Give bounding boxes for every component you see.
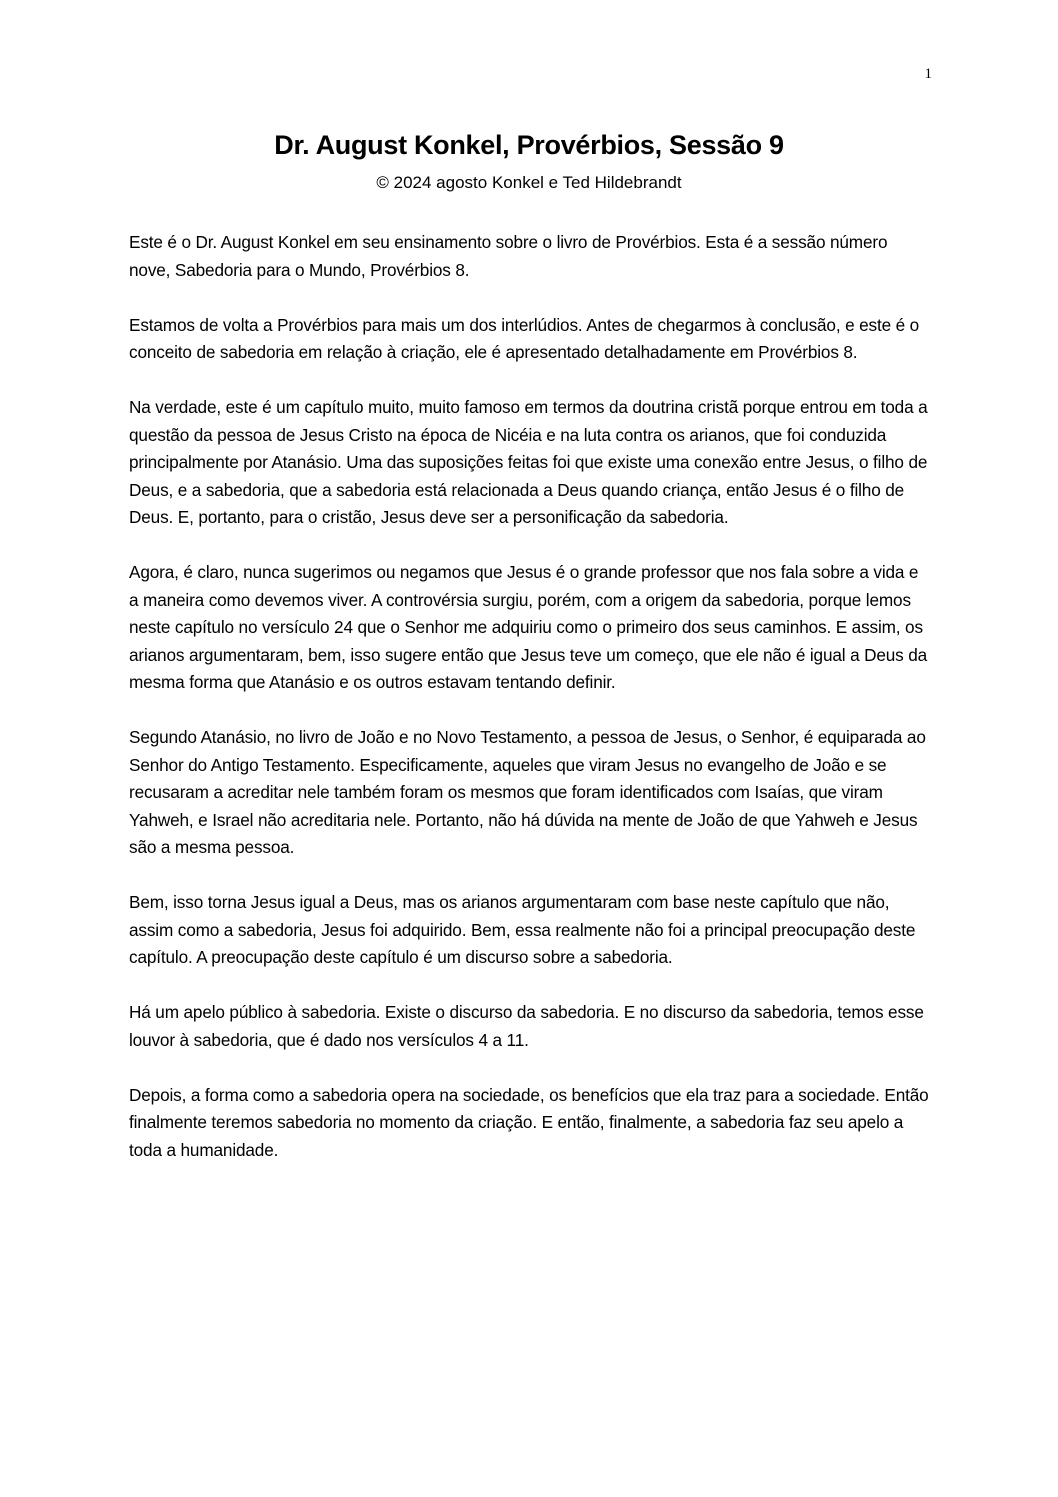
paragraph: Este é o Dr. August Konkel em seu ensinamento sobre o livro de Provérbios. Esta é a sessão número nove, Sabedoria para o Mundo, Provérbios 8. — [129, 232, 888, 280]
paragraph: Depois, a forma como a sabedoria opera na sociedade, os benefícios que ela traz para a sociedade. Então finalmente teremos sabedoria no momento da criação. E então, finalmente, a sabedoria faz seu apelo a toda a humanidade. — [129, 1084, 929, 1160]
document-title: Dr. August Konkel, Provérbios, Sessão 9 — [274, 130, 784, 160]
paragraph: Agora, é claro, nunca sugerimos ou negamos que Jesus é o grande professor que nos fala sobre a vida e a maneira como devemos viver. A controvérsia surgiu, porém, com a origem da sabedoria, porque lemos neste capítulo no versículo 24 que o Senhor me adquiriu como o primeiro dos seus caminhos. E assim, os arianos argumentaram, bem, isso sugere então que Jesus teve um começo, que ele não é igual a Deus da mesma forma que Atanásio e os outros estavam tentando definir. — [129, 562, 928, 692]
paragraph: Estamos de volta a Provérbios para mais um dos interlúdios. Antes de chegarmos à conclusão, e este é o conceito de sabedoria em relação à criação, ele é apresentado detalhadamente em Provérbios 8. — [129, 314, 920, 362]
page-number: 1 — [924, 66, 932, 82]
document-subtitle: © 2024 agosto Konkel e Ted Hildebrandt — [376, 173, 682, 192]
paragraph: Bem, isso torna Jesus igual a Deus, mas os arianos argumentaram com base neste capítulo que não, assim como a sabedoria, Jesus foi adquirido. Bem, essa realmente não foi a principal preocupação deste capítulo. A preocupação deste capítulo é um discurso sobre a sabedoria. — [129, 892, 916, 967]
body-text — [129, 229, 929, 1192]
paragraph: Segundo Atanásio, no livro de João e no Novo Testamento, a pessoa de Jesus, o Senhor, é equiparada ao Senhor do Antigo Testamento. Especificamente, aqueles que viram Jesus no evangelho de João e se recusaram a acreditar nele também foram os mesmos que foram identificados com Isaías, que viram Yahweh, e Israel não acreditaria nele. Portanto, não há dúvida na mente de João de que Yahweh e Jesus são a mesma pessoa. — [129, 727, 926, 857]
paragraph: Há um apelo público à sabedoria. Existe o discurso da sabedoria. E no discurso da sabedoria, temos esse louvor à sabedoria, que é dado nos versículos 4 a 11. — [129, 1002, 924, 1050]
paragraph: Na verdade, este é um capítulo muito, muito famoso em termos da doutrina cristã porque entrou em toda a questão da pessoa de Jesus Cristo na época de Nicéia e na luta contra os arianos, que foi conduzida principalmente por Atanásio. Uma das suposições feitas foi que existe uma conexão entre Jesus, o filho de Deus, e a sabedoria, que a sabedoria está relacionada a Deus quando criança, então Jesus é o filho de Deus. E, portanto, para o cristão, Jesus deve ser a personificação da sabedoria. — [129, 397, 928, 527]
